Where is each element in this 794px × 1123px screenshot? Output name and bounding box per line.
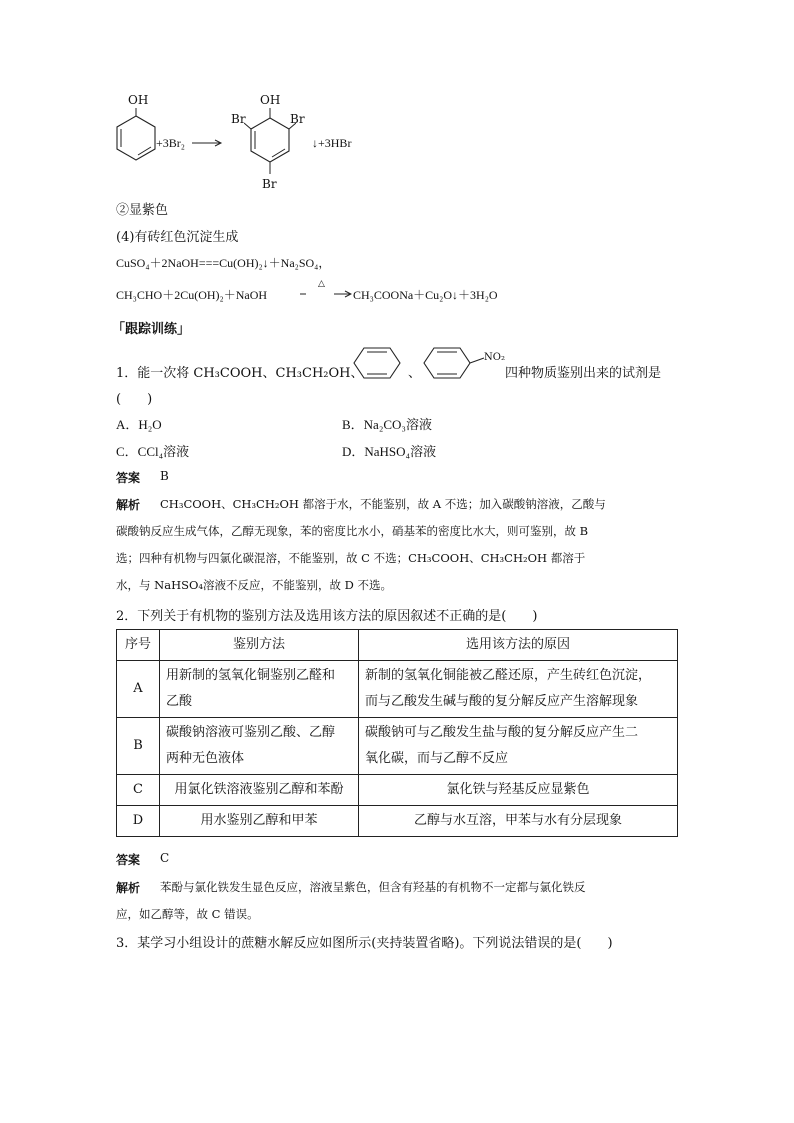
table-header-cell: 序号: [117, 630, 160, 661]
table-header-cell: 鉴别方法: [160, 630, 359, 661]
table-row: [117, 661, 678, 718]
q2-analysis-line-1: 苯酚与氯化铁发生显色反应，溶液呈紫色，但含有羟基的有机物不一定都与氯化铁反: [160, 880, 586, 894]
table-cell-line: 两种无色液体: [166, 751, 245, 766]
table-cell-reason: 氯化铁与羟基反应显紫色: [359, 775, 678, 806]
table-header-cell: 选用该方法的原因: [359, 630, 678, 661]
table-cell-id: B: [117, 718, 160, 775]
table-row: [117, 775, 678, 806]
table-cell-method: 用水鉴别乙醇和甲苯: [160, 806, 359, 837]
heat-condition-icon: △: [318, 279, 325, 289]
product-br-left-label: Br: [231, 112, 246, 126]
equation-2-right: CH₃COONa＋Cu₂O↓＋3H₂O: [353, 288, 498, 302]
table-cell-method: [160, 718, 359, 775]
hbr-product: ↓+3HBr: [312, 136, 352, 150]
q2-analysis-label: 解析: [116, 881, 141, 895]
q1-analysis-line-3: 选；四种有机物与四氯化碳混溶，不能鉴别，故 C 不选；CH₃COOH、CH₃CH₂OH 都溶于: [116, 551, 586, 565]
table-cell-method: 用氯化铁溶液鉴别乙醇和苯酚: [160, 775, 359, 806]
q2-analysis-line-2: 应，如乙醇等，故 C 错误。: [116, 907, 259, 921]
table-cell-line: 碳酸钠可与乙酸发生盐与酸的复分解反应产生二: [365, 725, 639, 740]
table-header-row: [117, 630, 678, 661]
q1-answer-value: B: [160, 469, 169, 483]
q2-answer-label: 答案: [116, 853, 141, 867]
phenol-ring-structure: [112, 108, 158, 166]
product-br-bottom-label: Br: [262, 177, 277, 191]
table-cell-id: D: [117, 806, 160, 837]
bromine-reagent: +3Br₂: [156, 136, 185, 150]
q1-option-d: D．NaHSO₄溶液: [342, 444, 437, 459]
q2-table: [116, 629, 678, 837]
q2-answer-value: C: [160, 851, 170, 865]
q1-option-a: A．H₂O: [116, 417, 162, 432]
product-br-right-label: Br: [290, 112, 305, 126]
equation-1: CuSO₄＋2NaOH===Cu(OH)₂↓＋Na₂SO₄，: [116, 256, 331, 270]
q1-separator: 、: [408, 366, 422, 381]
phenol-oh-label: OH: [128, 93, 149, 107]
product-oh-label: OH: [260, 93, 281, 107]
q1-option-c: C．CCl₄溶液: [116, 444, 190, 459]
nitro-group-label: NO₂: [484, 352, 505, 363]
table-cell-reason: [359, 661, 678, 718]
q1-analysis-label: 解析: [116, 498, 141, 512]
heat-arrow-icon: [300, 288, 352, 300]
table-cell-id: C: [117, 775, 160, 806]
table-cell-id: A: [117, 661, 160, 718]
table-cell-line: 而与乙酸发生碱与酸的复分解反应产生溶解现象: [365, 694, 639, 709]
note-item-4: (4)有砖红色沉淀生成: [116, 230, 239, 245]
nitrobenzene-structure: [422, 346, 488, 380]
table-cell-line: 碳酸钠溶液可鉴别乙酸、乙醇: [166, 725, 336, 740]
table-cell-reason: [359, 718, 678, 775]
table-cell-line: 氧化碳，而与乙醇不反应: [365, 751, 509, 766]
section-title: 「跟踪训练」: [112, 322, 191, 337]
benzene-structure: [352, 346, 402, 380]
table-cell-line: 乙酸: [166, 694, 193, 709]
q1-answer-blank: ( ): [116, 392, 153, 407]
q1-analysis-line-2: 碳酸钠反应生成气体，乙醇无现象，苯的密度比水小，硝基苯的密度比水大，则可鉴别，故 B: [116, 524, 589, 538]
q1-analysis-line-1: CH₃COOH、CH₃CH₂OH 都溶于水，不能鉴别，故 A 不选；加入碳酸钠溶液，乙酸与: [160, 497, 606, 511]
table-cell-line: 用新制的氢氧化铜鉴别乙醛和: [166, 668, 336, 683]
reaction-arrow-icon: [192, 138, 224, 148]
equation-2-left: CH₃CHO＋2Cu(OH)₂＋NaOH: [116, 288, 268, 302]
table-cell-method: [160, 661, 359, 718]
q2-stem: 2．下列关于有机物的鉴别方法及选用该方法的原因叙述不正确的是( ): [116, 609, 538, 624]
q3-stem: 3．某学习小组设计的蔗糖水解反应如图所示(夹持装置省略)。下列说法错误的是( ): [116, 936, 613, 951]
q1-answer-label: 答案: [116, 471, 141, 485]
q1-stem-start: 1．能一次将 CH₃COOH、CH₃CH₂OH、: [116, 366, 364, 381]
table-row: [117, 718, 678, 775]
table-cell-line: 新制的氢氧化铜能被乙醛还原，产生砖红色沉淀，: [365, 668, 652, 683]
table-row: [117, 806, 678, 837]
q1-option-b: B．Na₂CO₃溶液: [342, 417, 432, 432]
q1-analysis-line-4: 水，与 NaHSO₄溶液不反应，不能鉴别，故 D 不选。: [116, 578, 393, 592]
tribromophenol-structure: [244, 108, 296, 182]
note-item-2: ②显紫色: [116, 203, 169, 218]
q1-stem-end: 四种物质鉴别出来的试剂是: [505, 366, 662, 381]
table-cell-reason: 乙醇与水互溶，甲苯与水有分层现象: [359, 806, 678, 837]
